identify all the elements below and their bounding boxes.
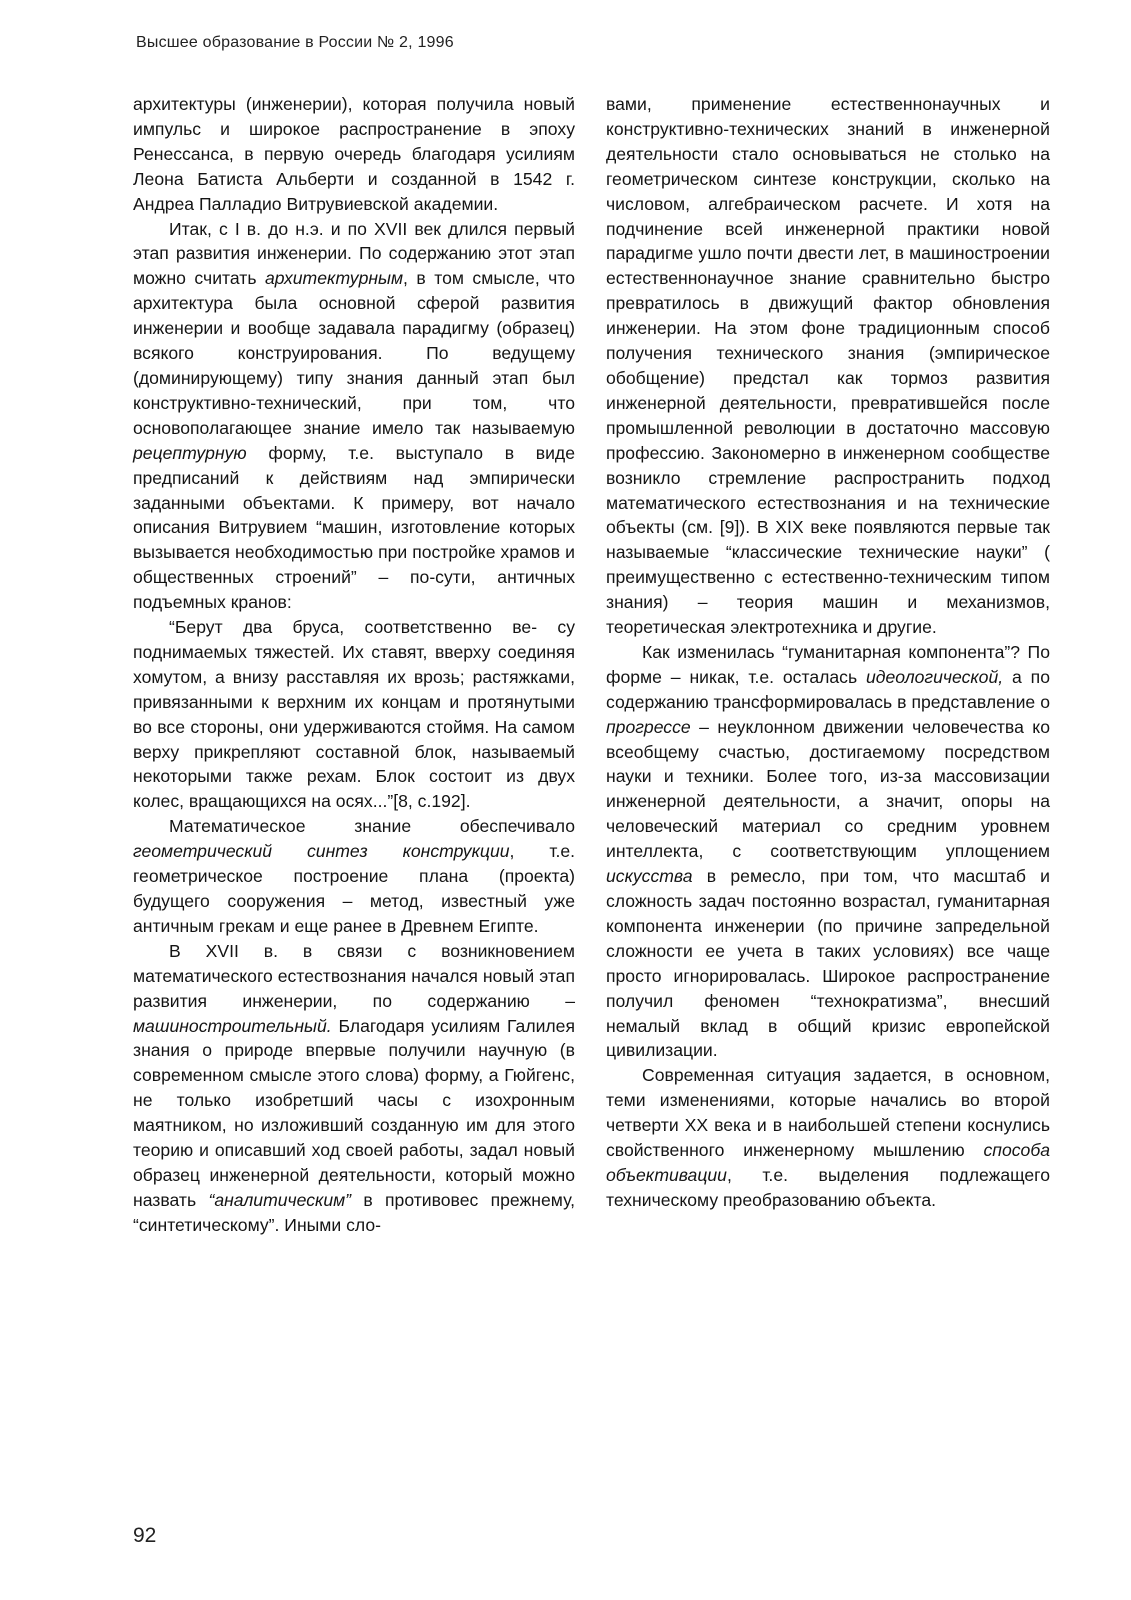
quote-text: “Берут два бруса, соответственно ве- [169,617,538,638]
emphasis-text: геометрический синтез конструкции [133,841,510,862]
paragraph [133,217,575,616]
paragraph-text: Итак, с I в. до н.э. и по XVII век длился первый этап развития инженерии. По содержанию этот этап можно считать [133,218,575,289]
quote-paragraph [133,615,575,814]
paragraph-text: а по содержанию трансформировалась в представление о [606,666,1050,712]
paragraph-text: Благодаря усилиям Галилея знания о природе впервые получили научную (в современном смысле этого слова) форму, а Гюйгенс, не только изобретший часы с изохронным маятником, но изложивший созданную им для этого теорию и описавший ход своей работы, задал новый образец инженерной деятельности, который можно назвать [133,1015,575,1210]
emphasis-text: “аналитическим” [208,1189,352,1210]
emphasis-text: искусства [606,866,693,887]
paragraph-text: , т.е. геометрическое построение плана (проекта) будущего сооружения – метод, известный уже античным грекам и еще ранее в Древнем Египте. [133,841,576,936]
right-column [606,92,1050,1213]
paragraph [606,640,1050,1063]
paragraph-text: – неуклонном движении человечества ко всеобщему счастью, достигаемому посредством науки и техники. Более того, из-за массовизации инженерной деятельности, а значит, опоры на человеческий материал со средним уровнем интеллекта, с соответствующим уплощением [606,716,1050,862]
quote-text: су поднимаемых тяжестей. Их ставят, вверху соединяя хомутом, а внизу расставляя их врозь; растяжками, привязанными к верхним их концам и протянутыми во все стороны, они удерживаются стоймя. На самом верху прикрепляют составной блок, называемый некоторыми также рехам. Блок состоит из двух колес, вращающихся на осях...”[8, с.192]. [133,617,575,812]
paragraph [133,92,575,217]
emphasis-text: архитектурным [264,268,404,289]
paragraph-text: Математическое знание обеспечивало [169,816,575,837]
paragraph-text: Современная ситуация задается, в основном, теми изменениями, которые начались во второй четверти XX века и в наибольшей степени коснулись свойственного инженерному мышлению [606,1065,1050,1161]
emphasis-text: способа объективации [606,1140,1050,1185]
paragraph-text: , т.е. выделения подлежащего техническому преобразованию объекта. [606,1164,1050,1210]
emphasis-text: прогрессе [606,716,691,737]
paragraph-text: вами, применение естественнонаучных и конструктивно-технических знаний в инженерной деятельности стало основываться не столько на геометрическом синтезе конструкции, сколько на числовом, алгебраическом расчете. И хотя на подчинение всей инженерной практики новой парадигме ушло почти двести лет, в машиностроении естественнонаучное знание сравнительно быстро превратилось в движущий фактор обновления инженерии. На этом фоне традиционным способ получения технического знания (эмпирическое обобщение) предстал как тормоз развития инженерной деятельности, превратившейся после промышленной революции в достаточно массовую профессию. Закономерно в инженерном сообществе возникло стремление распространить подход математического естествознания и на технические объекты (см. [9]). В XIX веке появляются первые так называемые “классические технические науки” ( преимущественно с естественно-техническим типом знания) – теория машин и механизмов, теоретическая электротехника и другие. [606,94,1050,638]
left-column [133,92,575,1238]
paragraph [133,939,575,1238]
paragraph-text: форму, т.е. выступало в виде предписаний к действиям над эмпирически заданными объектами. К примеру, вот начало описания Витрувием “машин, изготовление которых вызывается необходимостью при постройке храмов и общественных строений” – по-сути, античных подъемных кранов: [133,442,575,613]
page-number: 92 [133,1524,157,1547]
paragraph-text: Как изменилась “гуманитарная компонента”? По форме – никак, т.е. осталась [606,641,1050,687]
paragraph-text: В XVII в. в связи с возникновением математического естествознания начался новый этап развития инженерии, по содержанию – [133,940,575,1011]
emphasis-text: рецептурную [133,442,247,463]
paragraph [606,92,1050,640]
emphasis-text: идеологической, [866,666,1004,687]
paragraph [606,1063,1050,1212]
paragraph-text: в ремесло, при том, что масштаб и сложность задач постоянно возрастал, гуманитарная компонента инженерии (по причине запредельной сложности ее учета в таких условиях) все чаще просто игнорировалась. Широкое распространение получил феномен “технократизма”, внесший немалый вклад в общий кризис европейской цивилизации. [606,866,1050,1061]
running-header: Высшее образование в России № 2, 1996 [136,34,454,51]
emphasis-text: машиностроительный. [133,1015,332,1036]
paragraph-text: архитектуры (инженерии), которая получила новый импульс и широкое распространение в эпоху Ренессанса, в первую очередь благодаря усилиям Леона Батиста Альберти и созданной в 1542 г. Андреа Палладио Витрувиевской академии. [133,94,575,214]
paragraph-text: , в том смысле, что архитектура была основной сферой развития инженерии и вообще задавала парадигму (образец) всякого конструирования. По ведущему (доминирующему) типу знания данный этап был конструктивно-технический, при том, что основополагающее знание имело так называемую [133,268,575,438]
paragraph-text: в противовес прежнему, “синтетическому”. Иными сло- [133,1189,575,1235]
paragraph [133,814,575,939]
